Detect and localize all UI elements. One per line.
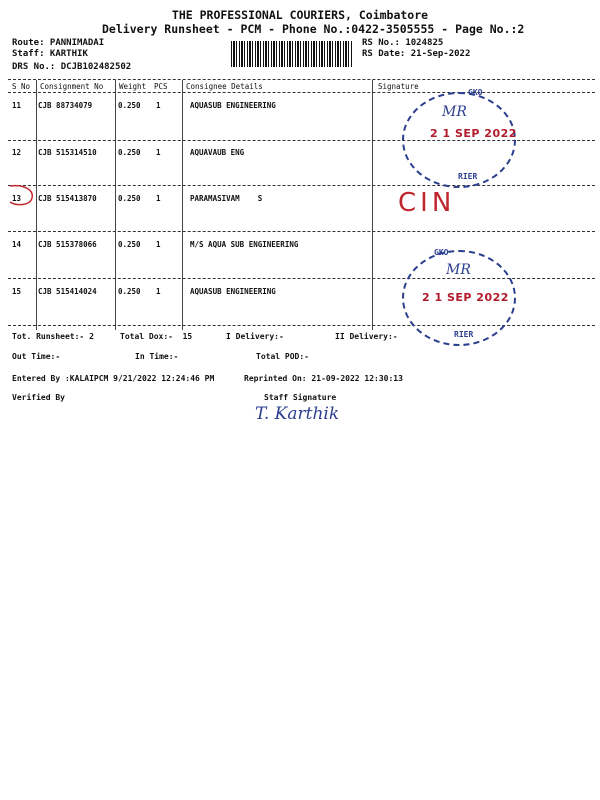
row-pcs: 1 xyxy=(156,101,161,110)
divider xyxy=(8,231,595,232)
row-consignment: CJB 515414024 xyxy=(38,287,97,296)
row-sno: 12 xyxy=(12,148,22,157)
drs-number: DRS No.: DCJB102482502 xyxy=(12,62,132,72)
column-line xyxy=(182,80,183,330)
row-sno: 11 xyxy=(12,101,22,110)
stamp-top-text: GKO xyxy=(468,88,483,97)
date-stamp: 2 1 SEP 2022 xyxy=(422,291,509,304)
company-title: THE PROFESSIONAL COURIERS, Coimbatore xyxy=(171,8,429,22)
col-header-consignee: Consignee Details xyxy=(186,82,263,91)
divider xyxy=(8,92,595,93)
total-dox: Total Dox:- 15 xyxy=(120,332,193,341)
rs-number: RS No.: 1024825 xyxy=(362,38,444,48)
col-header-sno: S No xyxy=(12,82,31,91)
row-sno: 13 xyxy=(12,194,22,203)
row-sno: 14 xyxy=(12,240,22,249)
col-header-pcs: PCS xyxy=(154,82,168,91)
stamp-top-text: GKO xyxy=(434,248,449,257)
rs-date: RS Date: 21-Sep-2022 xyxy=(362,49,471,59)
column-line xyxy=(372,80,373,330)
circle-mark-icon xyxy=(4,184,38,208)
row-weight: 0.250 xyxy=(118,194,141,203)
initials-signature: MR xyxy=(446,262,471,278)
divider xyxy=(8,325,595,326)
stamp-bottom-text: RIER xyxy=(458,172,478,181)
i-delivery: I Delivery:- xyxy=(226,332,284,341)
runsheet-subtitle: Delivery Runsheet - PCM - Phone No.:0422-3505555 - Page No.:2 xyxy=(102,22,525,36)
row-consignment: CJB 515378066 xyxy=(38,240,97,249)
ii-delivery: II Delivery:- xyxy=(335,332,398,341)
row-pcs: 1 xyxy=(156,148,161,157)
row-consignment: CJB 515314510 xyxy=(38,148,97,157)
row-pcs: 1 xyxy=(156,240,161,249)
column-line xyxy=(115,80,116,330)
initials-signature: MR xyxy=(442,104,467,120)
row-weight: 0.250 xyxy=(118,287,141,296)
total-pod: Total POD:- xyxy=(256,352,309,361)
staff-label: Staff: KARTHIK xyxy=(12,49,88,59)
row-consignee: AQUAVAUB ENG xyxy=(190,148,245,157)
stamp-bottom-text: RIER xyxy=(454,330,474,339)
handwritten-cin: CIN xyxy=(398,188,456,218)
out-time: Out Time:- xyxy=(12,352,61,361)
barcode xyxy=(231,41,353,67)
row-consignment: CJB 515413870 xyxy=(38,194,97,203)
col-header-weight: Weight xyxy=(119,82,147,91)
in-time: In Time:- xyxy=(135,352,179,361)
row-weight: 0.250 xyxy=(118,148,141,157)
row-consignee: AQUASUB ENGINEERING xyxy=(190,101,276,110)
row-pcs: 1 xyxy=(156,194,161,203)
divider xyxy=(8,185,595,186)
row-consignee: AQUASUB ENGINEERING xyxy=(190,287,276,296)
route-label: Route: PANNIMADAI xyxy=(12,38,105,48)
reprinted-on: Reprinted On: 21-09-2022 12:30:13 xyxy=(244,374,403,383)
verified-by: Verified By xyxy=(12,393,65,402)
tot-runsheet: Tot. Runsheet:- 2 xyxy=(12,332,94,341)
row-sno: 15 xyxy=(12,287,22,296)
row-weight: 0.250 xyxy=(118,101,141,110)
col-header-consignment: Consignment No xyxy=(40,82,104,91)
row-consignee: M/S AQUA SUB ENGINEERING xyxy=(190,240,299,249)
staff-signature-label: Staff Signature xyxy=(264,393,337,402)
entered-by: Entered By :KALAIPCM 9/21/2022 12:24:46 PM xyxy=(12,374,215,383)
date-stamp: 2 1 SEP 2022 xyxy=(430,127,517,140)
staff-handwritten-signature: T. Karthik xyxy=(255,404,340,424)
row-pcs: 1 xyxy=(156,287,161,296)
divider xyxy=(8,79,595,80)
row-consignment: CJB 88734079 xyxy=(38,101,93,110)
row-consignee: PARAMASIVAM S xyxy=(190,194,263,203)
row-weight: 0.250 xyxy=(118,240,141,249)
col-header-signature: Signature xyxy=(378,82,419,91)
